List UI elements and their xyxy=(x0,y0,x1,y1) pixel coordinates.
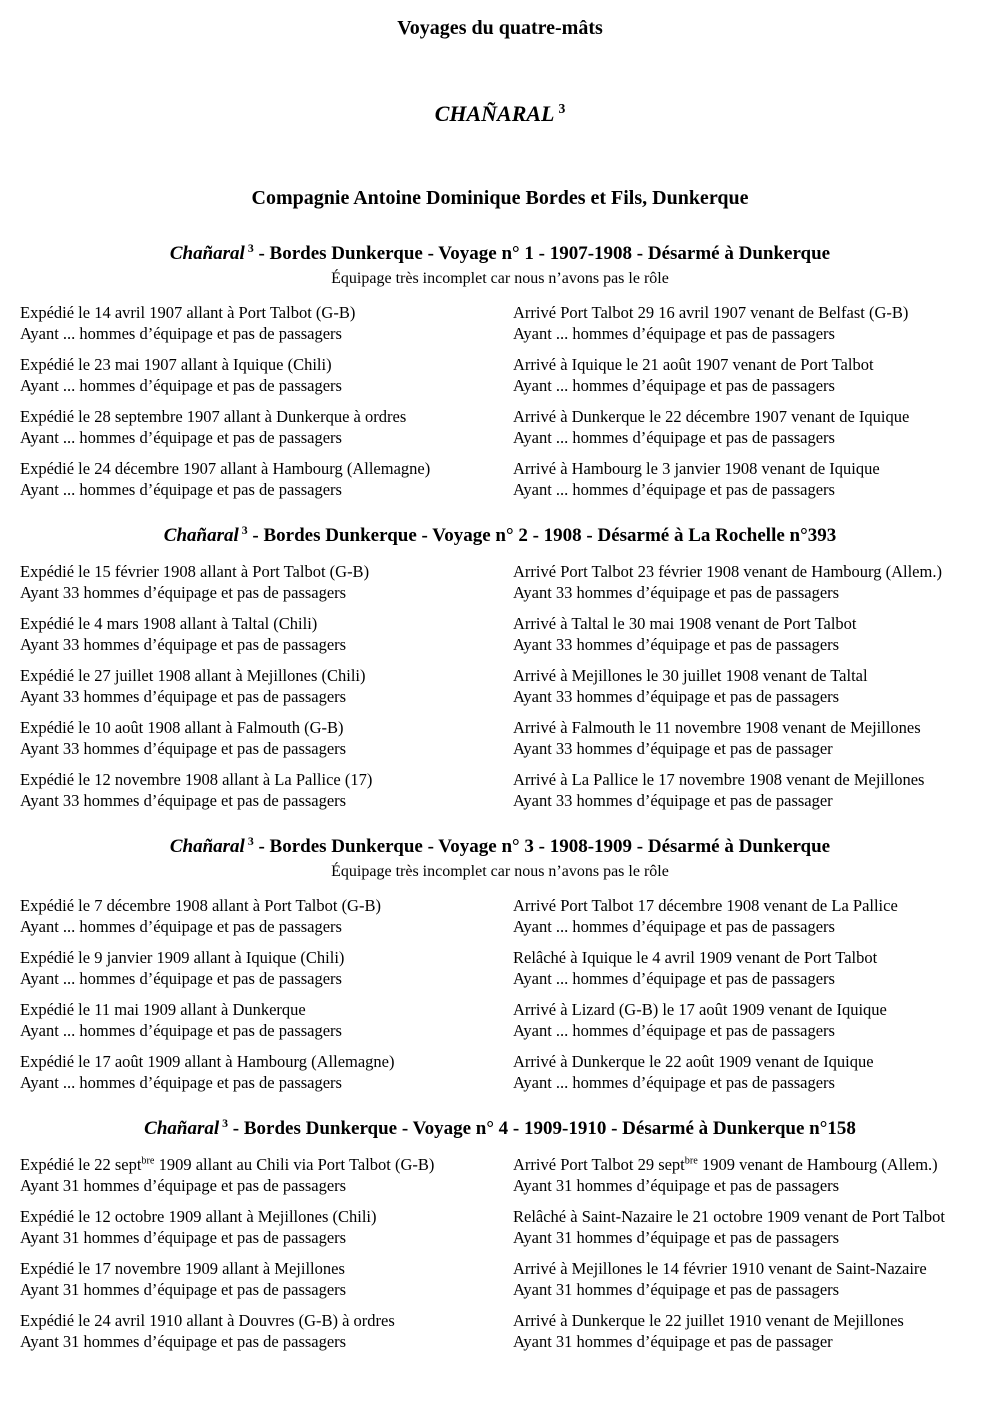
voyage-header xyxy=(0,1117,1000,1140)
arrival-line: Relâché à Saint-Nazaire le 21 octobre 1909 venant de Port Talbot xyxy=(513,1207,945,1226)
arrival-info xyxy=(513,458,990,500)
voyage-ship-name: Chañaral xyxy=(144,1118,220,1139)
departure-crew-line: Ayant 33 hommes d’équipage et pas de passagers xyxy=(20,635,347,654)
departure-info xyxy=(20,769,513,811)
departure-line: Expédié le 22 sept$^{bre}$ 1909 allant au Chili via Port Talbot (G-B) xyxy=(20,1155,435,1174)
arrival-crew-line: Ayant 31 hommes d’équipage et pas de passager xyxy=(513,1332,833,1351)
arrival-info xyxy=(513,613,990,655)
departure-crew-line: Ayant ... hommes d’équipage et pas de passagers xyxy=(20,1021,342,1040)
arrival-crew-line: Ayant 33 hommes d’équipage et pas de passagers xyxy=(513,687,840,706)
arrival-crew-line: Ayant 31 hommes d’équipage et pas de passagers xyxy=(513,1280,840,1299)
voyage-entry-row xyxy=(20,1154,990,1196)
departure-crew-line: Ayant ... hommes d’équipage et pas de passagers xyxy=(20,969,342,988)
departure-line: Expédié le 27 juillet 1908 allant à Mejillones (Chili) xyxy=(20,666,366,685)
departure-line: Expédié le 10 août 1908 allant à Falmouth (G-B) xyxy=(20,718,344,737)
arrival-info xyxy=(513,1258,990,1300)
voyage-ship-superscript: 3 xyxy=(247,241,254,255)
departure-crew-line: Ayant 33 hommes d’équipage et pas de passagers xyxy=(20,791,347,810)
arrival-crew-line: Ayant ... hommes d’équipage et pas de passagers xyxy=(513,1073,835,1092)
voyage-entry-row xyxy=(20,895,990,937)
voyage-section xyxy=(0,835,1000,1093)
arrival-crew-line: Ayant 33 hommes d’équipage et pas de passagers xyxy=(513,635,840,654)
departure-crew-line: Ayant ... hommes d’équipage et pas de passagers xyxy=(20,1073,342,1092)
arrival-line: Arrivé Port Talbot 29 16 avril 1907 venant de Belfast (G-B) xyxy=(513,303,909,322)
voyage-header xyxy=(0,524,1000,547)
departure-crew-line: Ayant 31 hommes d’équipage et pas de passagers xyxy=(20,1332,347,1351)
arrival-crew-line: Ayant ... hommes d’équipage et pas de passagers xyxy=(513,376,835,395)
arrival-line: Arrivé Port Talbot 23 février 1908 venant de Hambourg (Allem.) xyxy=(513,562,942,581)
arrival-line: Arrivé à Lizard (G-B) le 17 août 1909 venant de Iquique xyxy=(513,1000,887,1019)
voyage-entry-row xyxy=(20,947,990,989)
arrival-info xyxy=(513,1051,990,1093)
arrival-crew-line: Ayant ... hommes d’équipage et pas de passagers xyxy=(513,324,835,343)
arrival-crew-line: Ayant ... hommes d’équipage et pas de passagers xyxy=(513,428,835,447)
voyage-entry-row xyxy=(20,999,990,1041)
arrival-line: Arrivé à Mejillones le 14 février 1910 venant de Saint-Nazaire xyxy=(513,1259,927,1278)
departure-info xyxy=(20,665,513,707)
arrival-line: Arrivé à Hambourg le 3 janvier 1908 venant de Iquique xyxy=(513,459,880,478)
voyage-header-text: - Bordes Dunkerque - Voyage n° 2 - 1908 - Désarmé à La Rochelle n°393 xyxy=(247,525,837,546)
departure-line: Expédié le 14 avril 1907 allant à Port Talbot (G-B) xyxy=(20,303,356,322)
voyage-note: Équipage très incomplet car nous n’avons pas le rôle xyxy=(331,270,669,287)
departure-info xyxy=(20,458,513,500)
voyage-ship-superscript: 3 xyxy=(247,834,254,848)
arrival-line: Relâché à Iquique le 4 avril 1909 venant de Port Talbot xyxy=(513,948,878,967)
arrival-info xyxy=(513,1206,990,1248)
departure-info xyxy=(20,406,513,448)
arrival-line: Arrivé à Taltal le 30 mai 1908 venant de Port Talbot xyxy=(513,614,857,633)
voyage-entry-row xyxy=(20,665,990,707)
voyage-ship-name: Chañaral xyxy=(169,243,245,264)
voyage-header-text: - Bordes Dunkerque - Voyage n° 1 - 1907-1908 - Désarmé à Dunkerque xyxy=(253,243,831,264)
arrival-line: Arrivé à La Pallice le 17 novembre 1908 venant de Mejillones xyxy=(513,770,925,789)
arrival-crew-line: Ayant 33 hommes d’équipage et pas de passager xyxy=(513,739,833,758)
arrival-line: Arrivé à Dunkerque le 22 décembre 1907 venant de Iquique xyxy=(513,407,910,426)
voyage-entry-row xyxy=(20,613,990,655)
arrival-info xyxy=(513,999,990,1041)
voyage-entries xyxy=(0,561,1000,811)
arrival-crew-line: Ayant 33 hommes d’équipage et pas de passagers xyxy=(513,583,840,602)
departure-crew-line: Ayant ... hommes d’équipage et pas de passagers xyxy=(20,376,342,395)
departure-crew-line: Ayant ... hommes d’équipage et pas de passagers xyxy=(20,917,342,936)
departure-info xyxy=(20,354,513,396)
departure-crew-line: Ayant ... hommes d’équipage et pas de passagers xyxy=(20,324,342,343)
departure-info xyxy=(20,1206,513,1248)
departure-info xyxy=(20,717,513,759)
voyages-list xyxy=(0,242,1000,1352)
arrival-crew-line: Ayant 31 hommes d’équipage et pas de passagers xyxy=(513,1228,840,1247)
arrival-line: Arrivé à Falmouth le 11 novembre 1908 venant de Mejillones xyxy=(513,718,921,737)
document-page xyxy=(0,16,1000,1352)
arrival-line: Arrivé à Dunkerque le 22 août 1909 venant de Iquique xyxy=(513,1052,874,1071)
departure-line: Expédié le 24 avril 1910 allant à Douvres (G-B) à ordres xyxy=(20,1311,395,1330)
arrival-info xyxy=(513,717,990,759)
departure-info xyxy=(20,1310,513,1352)
departure-info xyxy=(20,999,513,1041)
departure-info xyxy=(20,613,513,655)
voyage-entries xyxy=(0,895,1000,1093)
arrival-line: Arrivé à Iquique le 21 août 1907 venant de Port Talbot xyxy=(513,355,874,374)
voyage-ship-superscript: 3 xyxy=(241,523,248,537)
departure-line: Expédié le 28 septembre 1907 allant à Dunkerque à ordres xyxy=(20,407,407,426)
departure-crew-line: Ayant 33 hommes d’équipage et pas de passagers xyxy=(20,583,347,602)
arrival-info xyxy=(513,1154,990,1196)
departure-crew-line: Ayant ... hommes d’équipage et pas de passagers xyxy=(20,428,342,447)
departure-line: Expédié le 17 août 1909 allant à Hambourg (Allemagne) xyxy=(20,1052,395,1071)
departure-line: Expédié le 11 mai 1909 allant à Dunkerque xyxy=(20,1000,306,1019)
arrival-line: Arrivé à Dunkerque le 22 juillet 1910 venant de Mejillones xyxy=(513,1311,904,1330)
voyage-ship-name: Chañaral xyxy=(169,836,245,857)
voyage-entry-row xyxy=(20,1310,990,1352)
voyage-entry-row xyxy=(20,406,990,448)
voyage-entry-row xyxy=(20,769,990,811)
departure-line: Expédié le 24 décembre 1907 allant à Hambourg (Allemagne) xyxy=(20,459,431,478)
departure-line: Expédié le 4 mars 1908 allant à Taltal (Chili) xyxy=(20,614,318,633)
page-title: Voyages du quatre-mâts xyxy=(397,17,603,39)
departure-crew-line: Ayant 31 hommes d’équipage et pas de passagers xyxy=(20,1228,347,1247)
voyage-entry-row xyxy=(20,354,990,396)
departure-info xyxy=(20,947,513,989)
arrival-crew-line: Ayant ... hommes d’équipage et pas de passagers xyxy=(513,1021,835,1040)
departure-info xyxy=(20,561,513,603)
voyage-section xyxy=(0,242,1000,500)
arrival-info xyxy=(513,302,990,344)
departure-info xyxy=(20,895,513,937)
departure-info xyxy=(20,1051,513,1093)
voyage-header xyxy=(0,242,1000,265)
voyage-note: Équipage très incomplet car nous n’avons pas le rôle xyxy=(331,863,669,880)
departure-line: Expédié le 7 décembre 1908 allant à Port Talbot (G-B) xyxy=(20,896,381,915)
arrival-info xyxy=(513,665,990,707)
departure-info xyxy=(20,1258,513,1300)
arrival-line: Arrivé à Mejillones le 30 juillet 1908 venant de Taltal xyxy=(513,666,868,685)
arrival-line: Arrivé Port Talbot 29 sept$^{bre}$ 1909 venant de Hambourg (Allem.) xyxy=(513,1155,938,1174)
arrival-info xyxy=(513,406,990,448)
arrival-info xyxy=(513,947,990,989)
arrival-crew-line: Ayant ... hommes d’équipage et pas de passagers xyxy=(513,480,835,499)
voyage-entry-row xyxy=(20,717,990,759)
voyage-entry-row xyxy=(20,1258,990,1300)
departure-line: Expédié le 23 mai 1907 allant à Iquique (Chili) xyxy=(20,355,332,374)
arrival-info xyxy=(513,769,990,811)
company-name: Compagnie Antoine Dominique Bordes et Fils, Dunkerque xyxy=(251,187,749,209)
departure-line: Expédié le 15 février 1908 allant à Port Talbot (G-B) xyxy=(20,562,370,581)
departure-crew-line: Ayant 33 hommes d’équipage et pas de passagers xyxy=(20,687,347,706)
departure-info xyxy=(20,302,513,344)
departure-line: Expédié le 17 novembre 1909 allant à Mejillones xyxy=(20,1259,345,1278)
arrival-crew-line: Ayant ... hommes d’équipage et pas de passagers xyxy=(513,969,835,988)
departure-crew-line: Ayant ... hommes d’équipage et pas de passagers xyxy=(20,480,342,499)
arrival-crew-line: Ayant 31 hommes d’équipage et pas de passagers xyxy=(513,1176,840,1195)
arrival-info xyxy=(513,1310,990,1352)
voyage-entry-row xyxy=(20,561,990,603)
voyage-entries xyxy=(0,1154,1000,1352)
arrival-line: Arrivé Port Talbot 17 décembre 1908 venant de La Pallice xyxy=(513,896,898,915)
departure-info xyxy=(20,1154,513,1196)
voyage-ship-superscript: 3 xyxy=(222,1116,229,1130)
departure-line: Expédié le 12 novembre 1908 allant à La Pallice (17) xyxy=(20,770,373,789)
arrival-info xyxy=(513,354,990,396)
voyage-entry-row xyxy=(20,458,990,500)
voyage-entry-row xyxy=(20,1206,990,1248)
voyage-ship-name: Chañaral xyxy=(163,525,239,546)
arrival-crew-line: Ayant 33 hommes d’équipage et pas de passager xyxy=(513,791,833,810)
voyage-header-text: - Bordes Dunkerque - Voyage n° 3 - 1908-1909 - Désarmé à Dunkerque xyxy=(253,836,831,857)
departure-crew-line: Ayant 31 hommes d’équipage et pas de passagers xyxy=(20,1280,347,1299)
ship-name: CHAÑARAL xyxy=(434,101,555,126)
arrival-info xyxy=(513,561,990,603)
voyage-section xyxy=(0,524,1000,811)
departure-line: Expédié le 9 janvier 1909 allant à Iquique (Chili) xyxy=(20,948,345,967)
voyage-header-text: - Bordes Dunkerque - Voyage n° 4 - 1909-1910 - Désarmé à Dunkerque n°158 xyxy=(228,1118,856,1139)
voyage-section xyxy=(0,1117,1000,1352)
voyage-entries xyxy=(0,302,1000,500)
arrival-crew-line: Ayant ... hommes d’équipage et pas de passagers xyxy=(513,917,835,936)
arrival-info xyxy=(513,895,990,937)
departure-line: Expédié le 12 octobre 1909 allant à Mejillones (Chili) xyxy=(20,1207,377,1226)
departure-crew-line: Ayant 31 hommes d’équipage et pas de passagers xyxy=(20,1176,347,1195)
ship-name-superscript: 3 xyxy=(558,100,566,116)
ship-name-heading xyxy=(0,100,1000,127)
voyage-entry-row xyxy=(20,302,990,344)
voyage-entry-row xyxy=(20,1051,990,1093)
voyage-header xyxy=(0,835,1000,858)
departure-crew-line: Ayant 33 hommes d’équipage et pas de passagers xyxy=(20,739,347,758)
